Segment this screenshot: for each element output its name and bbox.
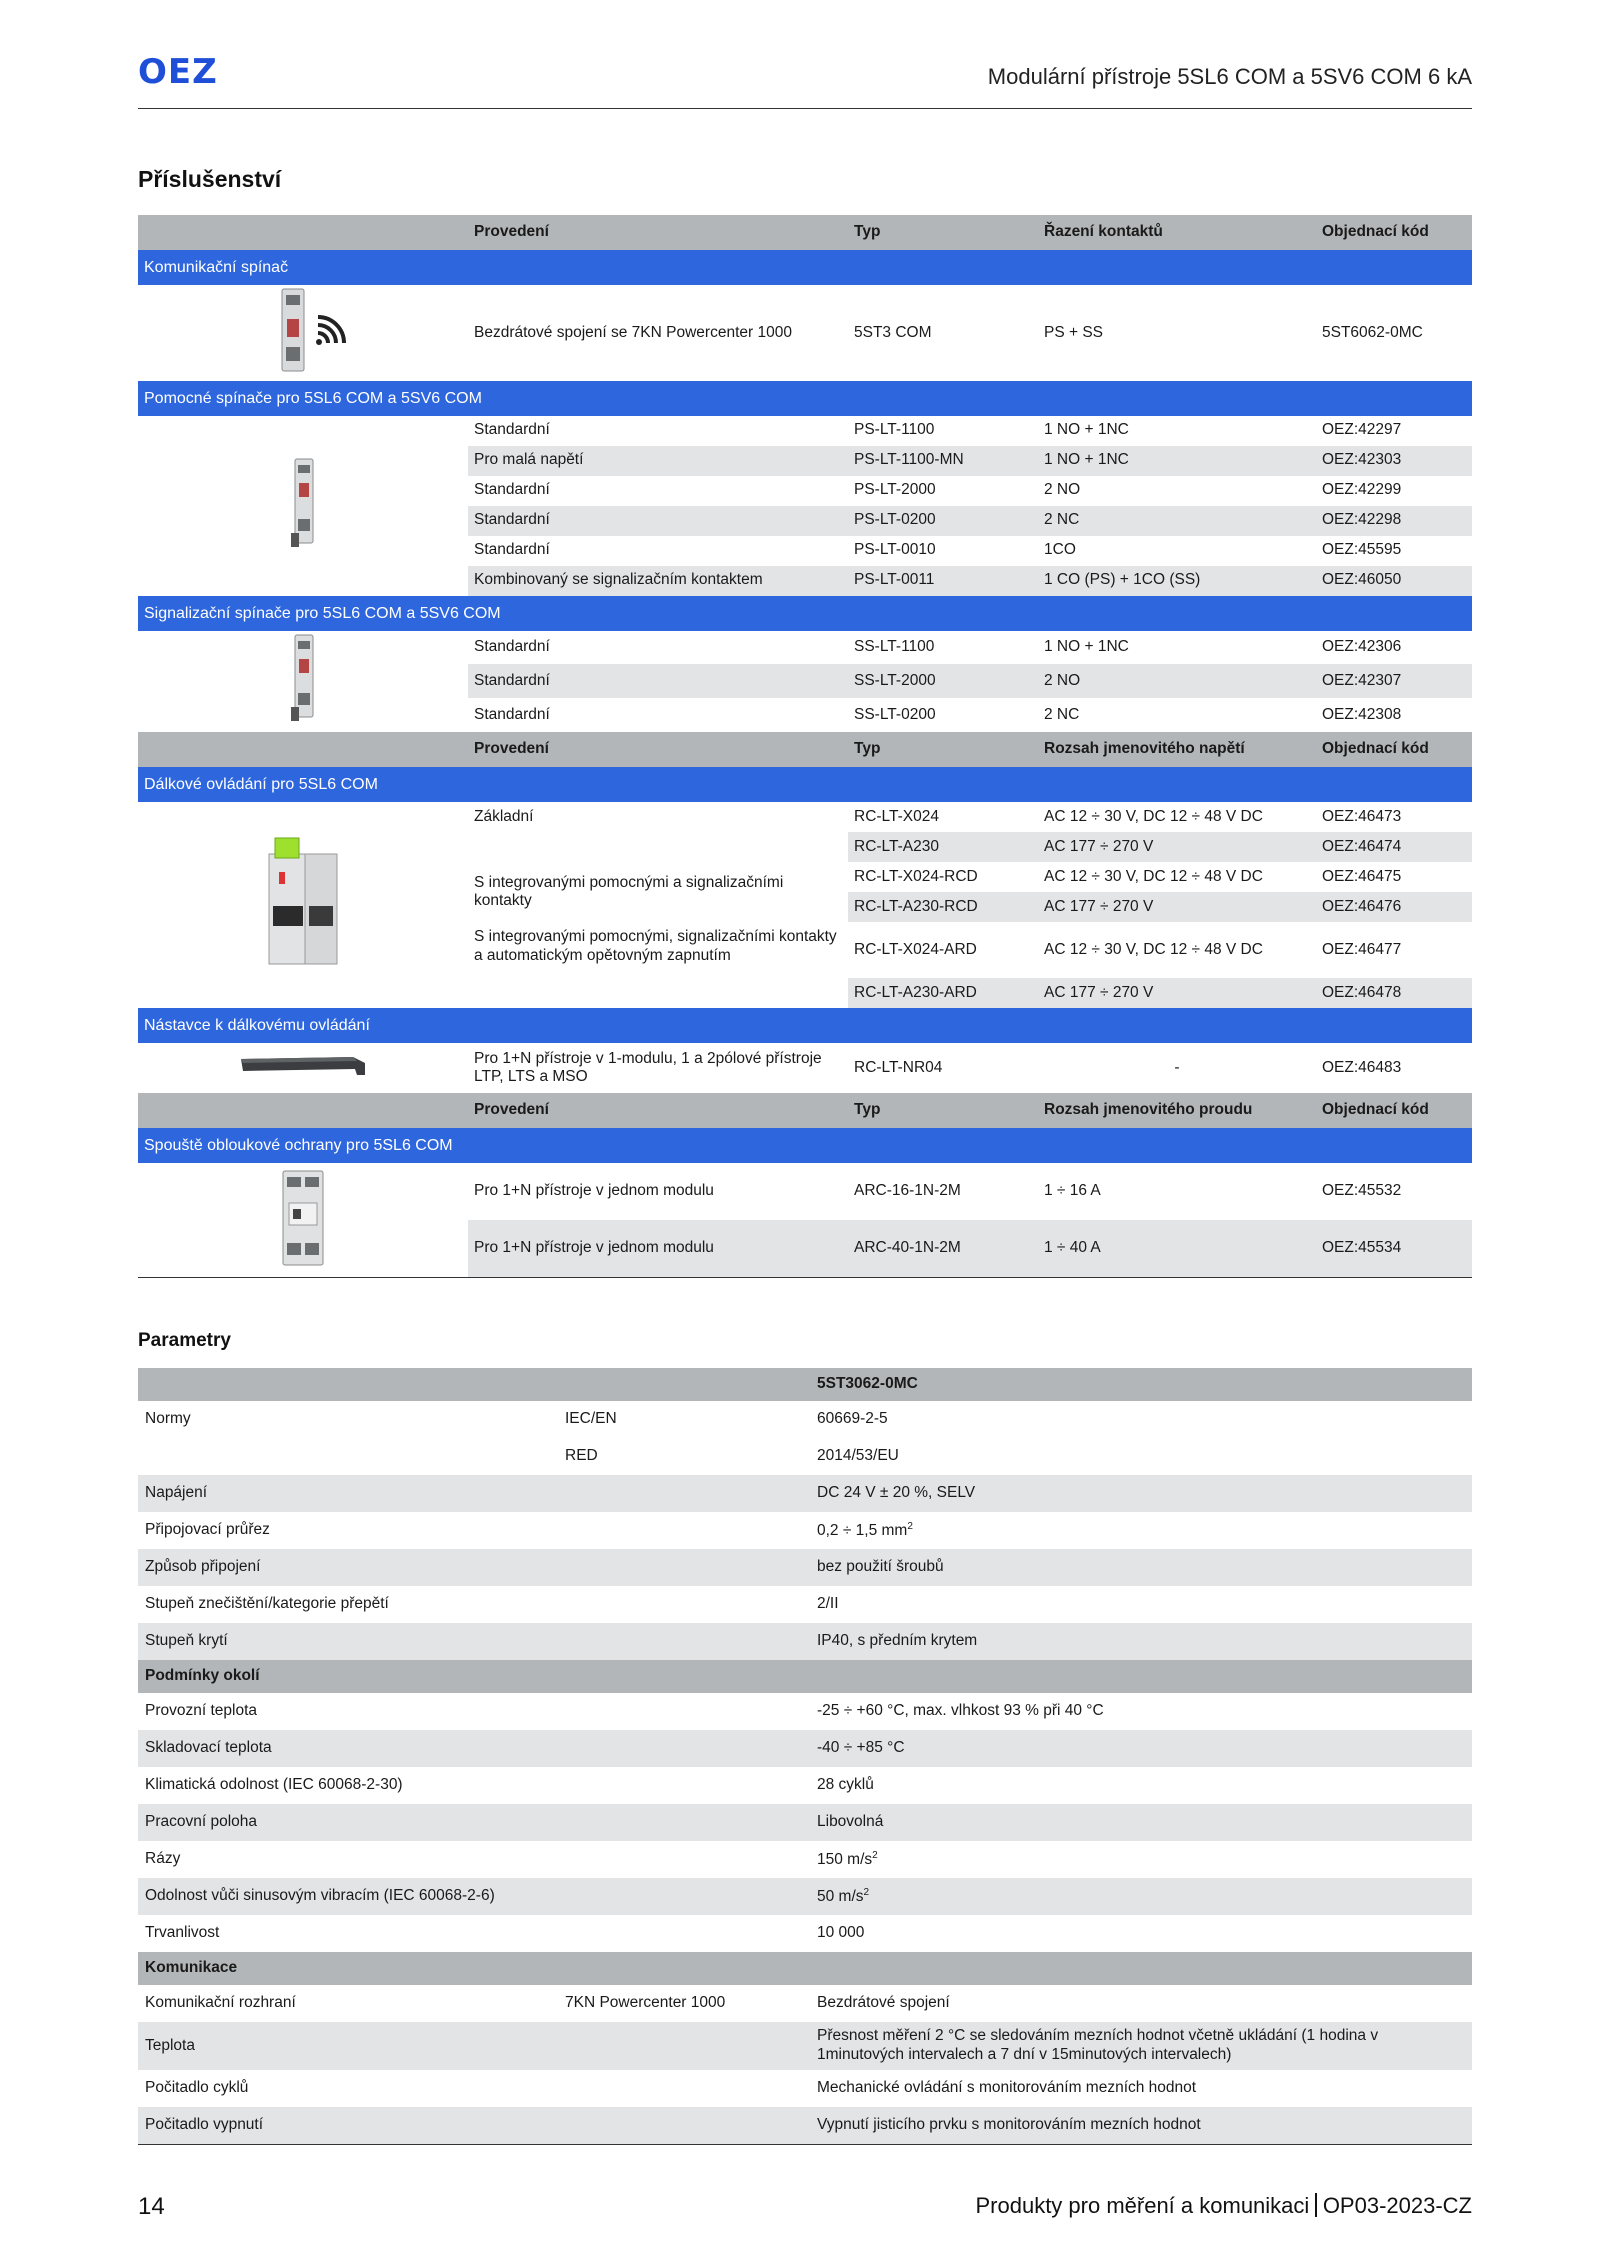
param-row xyxy=(138,1586,1472,1623)
param-row xyxy=(138,1438,1472,1475)
param-label: Připojovací průřez xyxy=(145,1521,270,1539)
param-sub: IEC/EN xyxy=(565,1410,617,1428)
cell-rozsah: AC 177 ÷ 270 V xyxy=(1038,892,1316,922)
accessories-header-row xyxy=(138,215,1472,250)
cell-provedeni: Standardní xyxy=(474,481,550,499)
group-name: Dálkové ovládání pro 5SL6 COM xyxy=(138,767,1472,802)
group-name: Spouště obloukové ochrany pro 5SL6 COM xyxy=(138,1128,1472,1163)
cell-razeni: 1 CO (PS) + 1CO (SS) xyxy=(1038,566,1316,596)
param-value: Přesnost měření 2 °C se sledováním mezních hodnot včetně ukládání (1 hodina v 1minutových intervalech a 7 dní v 15minutových intervalech) xyxy=(810,2022,1472,2070)
param-value: -25 ÷ +60 °C, max. vlhkost 93 % při 40 °C xyxy=(817,1702,1104,1720)
cell-razeni: 2 NC xyxy=(1044,705,1080,723)
group-header xyxy=(138,596,1472,631)
cell-razeni: 1 NO + 1NC xyxy=(1044,421,1129,439)
param-value: Mechanické ovládání s monitorováním mezních hodnot xyxy=(817,2079,1197,2097)
parameters-title: Parametry xyxy=(138,1330,231,1351)
cell-provedeni: Pro malá napětí xyxy=(468,446,848,476)
param-row xyxy=(138,1730,1472,1767)
footer-left: Produkty pro měření a komunikaci xyxy=(975,2193,1310,2218)
param-value: 28 cyklů xyxy=(817,1776,874,1794)
param-subheader xyxy=(138,1660,1472,1693)
cell-typ: RC-LT-NR04 xyxy=(854,1058,943,1076)
param-row xyxy=(138,1878,1472,1915)
param-label: Odolnost vůči sinusovým vibracím (IEC 60068-2-6) xyxy=(138,1878,810,1915)
col-rozsah-napeti: Rozsah jmenovitého napětí xyxy=(1038,732,1316,767)
table-row xyxy=(138,416,1472,446)
table-row xyxy=(138,802,1472,832)
param-row xyxy=(138,1841,1472,1878)
cell-kod: 5ST6062-0MC xyxy=(1322,323,1423,341)
col-kod: Objednací kód xyxy=(1316,215,1472,250)
group-header xyxy=(138,250,1472,285)
param-subheader xyxy=(138,1952,1472,1985)
cell-razeni: 1 NO + 1NC xyxy=(1038,446,1316,476)
table-row xyxy=(138,285,1472,381)
param-row xyxy=(138,1475,1472,1512)
cell-rozsah: AC 177 ÷ 270 V xyxy=(1038,832,1316,862)
col-provedeni: Provedení xyxy=(468,215,848,250)
cell-provedeni: Standardní xyxy=(474,705,550,723)
cell-kod: OEZ:42299 xyxy=(1322,481,1402,499)
param-value: 60669-2-5 xyxy=(817,1410,888,1428)
remote-control-image xyxy=(138,802,468,1008)
cell-kod: OEZ:46478 xyxy=(1316,978,1472,1008)
param-row xyxy=(138,1401,1472,1438)
cell-typ: RC-LT-X024-ARD xyxy=(854,940,977,958)
col-provedeni: Provedení xyxy=(468,1093,848,1128)
col-rozsah-proudu: Rozsah jmenovitého proudu xyxy=(1038,1093,1316,1128)
page-number: 14 xyxy=(138,2193,165,2220)
cell-kod: OEZ:42308 xyxy=(1322,705,1402,723)
param-value: 2014/53/EU xyxy=(817,1447,899,1465)
footer-right: OP03-2023-CZ xyxy=(1322,2193,1472,2218)
cell-typ: ARC-40-1N-2M xyxy=(848,1220,1038,1277)
cell-kod: OEZ:45534 xyxy=(1316,1220,1472,1277)
auxiliary-switch-image xyxy=(138,416,468,596)
cell-rozsah: AC 177 ÷ 270 V xyxy=(1038,978,1316,1008)
cell-kod: OEZ:42306 xyxy=(1322,638,1402,656)
cell-provedeni: Základní xyxy=(474,807,534,825)
param-label: Klimatická odolnost (IEC 60068-2-30) xyxy=(145,1776,403,1794)
param-label: Skladovací teplota xyxy=(138,1730,558,1767)
param-sub: RED xyxy=(565,1447,598,1465)
cell-kod: OEZ:42303 xyxy=(1316,446,1472,476)
cell-kod: OEZ:46475 xyxy=(1322,867,1402,885)
accessories-header-row xyxy=(138,1093,1472,1128)
cell-rozsah: 1 ÷ 16 A xyxy=(1044,1182,1101,1200)
parameters-header-row xyxy=(138,1368,1472,1401)
table-row xyxy=(138,1163,1472,1220)
cell-kod: OEZ:46473 xyxy=(1322,807,1402,825)
cell-kod: OEZ:45595 xyxy=(1322,541,1402,559)
cell-provedeni: Standardní xyxy=(468,506,848,536)
param-label: Trvanlivost xyxy=(145,1924,220,1942)
cell-provedeni: Standardní xyxy=(474,541,550,559)
group-header xyxy=(138,1008,1472,1043)
accessories-table xyxy=(138,215,1472,1278)
cell-kod: OEZ:45532 xyxy=(1322,1182,1402,1200)
cell-rozsah: 1 ÷ 40 A xyxy=(1038,1220,1316,1277)
cell-typ: 5ST3 COM xyxy=(854,323,932,341)
parameters-table xyxy=(138,1368,1472,2145)
cell-typ: PS-LT-0010 xyxy=(854,541,936,559)
remote-control-icon xyxy=(243,832,363,972)
param-value: 0,2 ÷ 1,5 $mm^2$ xyxy=(817,1520,913,1539)
cell-razeni: PS + SS xyxy=(1044,323,1104,341)
param-label: Počitadlo vypnutí xyxy=(138,2107,558,2145)
group-name: Komunikační spínač xyxy=(138,250,1472,285)
cell-provedeni: Pro 1+N přístroje v jednom modulu xyxy=(468,1220,848,1277)
param-value: bez použití šroubů xyxy=(810,1549,1472,1586)
cell-provedeni: S integrovanými pomocnými, signalizačními kontakty a automatickým opětovným zapnutím xyxy=(474,928,837,964)
footer-text xyxy=(975,2193,1472,2219)
cell-kod: OEZ:42307 xyxy=(1316,664,1472,698)
cell-typ: RC-LT-A230-ARD xyxy=(848,978,1038,1008)
param-value: Libovolná xyxy=(810,1804,1472,1841)
signal-switch-image xyxy=(138,631,468,733)
wireless-switch-icon xyxy=(238,285,368,375)
signal-switch-icon xyxy=(273,631,333,727)
cell-typ: RC-LT-X024 xyxy=(854,807,939,825)
cell-typ: RC-LT-A230 xyxy=(848,832,1038,862)
cell-rozsah: AC 12 ÷ 30 V, DC 12 ÷ 48 V DC xyxy=(1044,867,1263,885)
param-label: Pracovní poloha xyxy=(138,1804,558,1841)
cell-rozsah: - xyxy=(1174,1058,1180,1076)
cell-typ: RC-LT-X024-RCD xyxy=(854,867,978,885)
cell-kod: OEZ:42298 xyxy=(1316,506,1472,536)
cell-razeni: 2 NC xyxy=(1038,506,1316,536)
cell-provedeni: Pro 1+N přístroje v jednom modulu xyxy=(474,1182,714,1200)
param-label: Teplota xyxy=(138,2022,558,2070)
param-row xyxy=(138,1767,1472,1804)
adapter-bar-icon xyxy=(233,1045,373,1085)
cell-razeni: 2 NO xyxy=(1044,481,1081,499)
param-row xyxy=(138,2070,1472,2107)
col-typ: Typ xyxy=(848,732,1038,767)
cell-typ: PS-LT-1100 xyxy=(854,421,935,439)
cell-provedeni: Standardní xyxy=(468,664,848,698)
param-row xyxy=(138,1985,1472,2022)
env-conditions-title: Podmínky okolí xyxy=(138,1660,1472,1693)
param-label: Počitadlo cyklů xyxy=(145,2079,249,2097)
col-product-code: 5ST3062-0MC xyxy=(810,1368,1472,1401)
col-provedeni: Provedení xyxy=(468,732,848,767)
param-label: Napájení xyxy=(138,1475,558,1512)
oez-logo: OEZ xyxy=(138,52,218,92)
group-name: Signalizační spínače pro 5SL6 COM a 5SV6 COM xyxy=(138,596,1472,631)
group-header xyxy=(138,1128,1472,1163)
param-label: Stupeň krytí xyxy=(138,1623,558,1660)
param-row xyxy=(138,1623,1472,1660)
cell-typ: SS-LT-2000 xyxy=(848,664,1038,698)
param-row xyxy=(138,1804,1472,1841)
param-value: 50 $m/s^2$ xyxy=(810,1878,1472,1915)
param-row xyxy=(138,2022,1472,2070)
param-value: Bezdrátové spojení xyxy=(817,1994,950,2012)
param-value: 10 000 xyxy=(817,1924,865,1942)
cell-typ: PS-LT-0200 xyxy=(848,506,1038,536)
group-name: Pomocné spínače pro 5SL6 COM a 5SV6 COM xyxy=(138,381,1472,416)
cell-provedeni: Pro 1+N přístroje v 1-modulu, 1 a 2pólové přístroje LTP, LTS a MSO xyxy=(474,1049,822,1086)
param-label: Rázy xyxy=(145,1850,181,1868)
cell-kod: OEZ:42297 xyxy=(1322,421,1402,439)
cell-kod: OEZ:46476 xyxy=(1316,892,1472,922)
param-value: DC 24 V ± 20 %, SELV xyxy=(810,1475,1472,1512)
cell-rozsah: AC 12 ÷ 30 V, DC 12 ÷ 48 V DC xyxy=(1044,807,1263,825)
cell-typ: PS-LT-1100-MN xyxy=(848,446,1038,476)
arc-fault-image xyxy=(138,1163,468,1277)
param-row xyxy=(138,1549,1472,1586)
cell-typ: PS-LT-0011 xyxy=(848,566,1038,596)
col-razeni: Řazení kontaktů xyxy=(1038,215,1316,250)
footer-separator xyxy=(1315,2193,1317,2217)
param-label: Provozní teplota xyxy=(145,1702,258,1720)
cell-rozsah: AC 12 ÷ 30 V, DC 12 ÷ 48 V DC xyxy=(1044,940,1263,958)
cell-provedeni: Kombinovaný se signalizačním kontaktem xyxy=(468,566,848,596)
group-header xyxy=(138,767,1472,802)
param-label: Komunikační rozhraní xyxy=(145,1994,296,2012)
communication-title: Komunikace xyxy=(138,1952,1472,1985)
param-label: Způsob připojení xyxy=(138,1549,558,1586)
cell-kod: OEZ:46483 xyxy=(1322,1058,1402,1076)
param-value: IP40, s předním krytem xyxy=(810,1623,1472,1660)
group-name: Nástavce k dálkovému ovládání xyxy=(138,1008,1472,1043)
cell-typ: ARC-16-1N-2M xyxy=(854,1182,961,1200)
cell-razeni: 1CO xyxy=(1044,541,1076,559)
col-typ: Typ xyxy=(848,215,1038,250)
group-header xyxy=(138,381,1472,416)
auxiliary-switch-icon xyxy=(273,453,333,553)
header-divider xyxy=(138,108,1472,109)
cell-razeni: 2 NO xyxy=(1038,664,1316,698)
col-typ: Typ xyxy=(848,1093,1038,1128)
cell-provedeni-empty xyxy=(468,832,848,862)
cell-provedeni: Standardní xyxy=(474,638,550,656)
param-row xyxy=(138,1512,1472,1549)
param-label: Normy xyxy=(145,1410,191,1428)
cell-typ: SS-LT-1100 xyxy=(854,638,935,656)
param-row xyxy=(138,1915,1472,1952)
param-sub: 7KN Powercenter 1000 xyxy=(565,1994,726,2012)
document-title: Modulární přístroje 5SL6 COM a 5SV6 COM 6 kA xyxy=(987,64,1472,89)
cell-provedeni: Bezdrátové spojení se 7KN Powercenter 1000 xyxy=(474,323,792,341)
table-row xyxy=(138,631,1472,665)
accessories-header-row xyxy=(138,732,1472,767)
cell-kod: OEZ:46477 xyxy=(1322,940,1402,958)
cell-kod: OEZ:46050 xyxy=(1316,566,1472,596)
communication-switch-image xyxy=(138,285,468,381)
cell-typ: RC-LT-A230-RCD xyxy=(848,892,1038,922)
param-value: 2/II xyxy=(817,1595,839,1613)
table-row xyxy=(138,1043,1472,1093)
cell-provedeni: Standardní xyxy=(474,421,550,439)
param-label: Stupeň znečištění/kategorie přepětí xyxy=(145,1595,389,1613)
cell-kod: OEZ:46474 xyxy=(1316,832,1472,862)
cell-typ: PS-LT-2000 xyxy=(854,481,936,499)
param-value: -40 ÷ +85 °C xyxy=(810,1730,1472,1767)
param-row xyxy=(138,1693,1472,1730)
cell-provedeni: S integrovanými pomocnými a signalizačními kontakty xyxy=(474,873,784,910)
col-kod: Objednací kód xyxy=(1316,1093,1472,1128)
cell-razeni: 1 NO + 1NC xyxy=(1044,638,1129,656)
adapter-image xyxy=(138,1043,468,1093)
accessories-title: Příslušenství xyxy=(138,166,282,192)
param-value: Vypnutí jisticího prvku s monitorováním mezních hodnot xyxy=(810,2107,1472,2145)
cell-typ: SS-LT-0200 xyxy=(854,705,936,723)
param-value: 150 $m/s^2$ xyxy=(817,1849,878,1868)
col-kod: Objednací kód xyxy=(1316,732,1472,767)
arc-fault-detector-icon xyxy=(263,1163,343,1271)
param-row xyxy=(138,2107,1472,2145)
